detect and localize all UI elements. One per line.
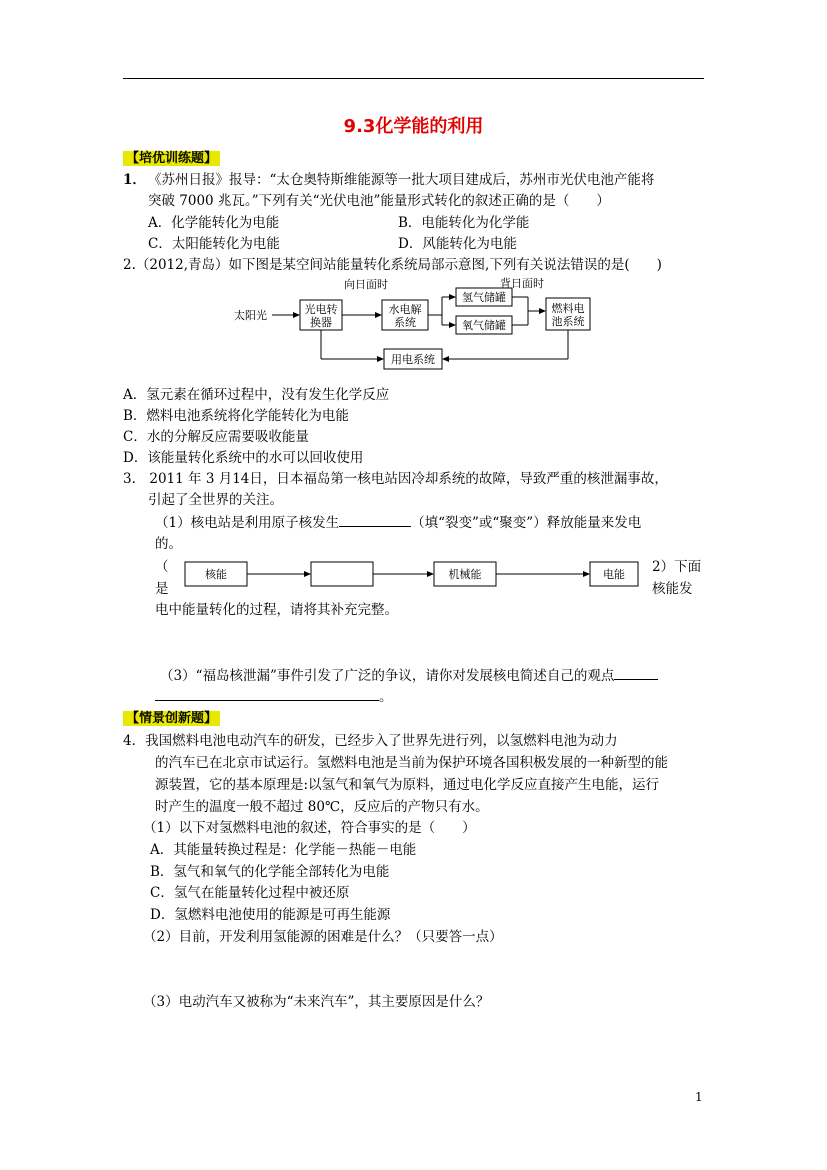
flow-label-nuclear: 核能 (205, 568, 227, 581)
q3-part2-right-1: 2）下面 (652, 559, 702, 575)
q4-sub3: （3）电动汽车又被称为“未来汽车”，其主要原因是什么？ (143, 994, 490, 1010)
energy-system-diagram (228, 274, 608, 374)
q3-part3-line2: 。 (155, 685, 393, 705)
q1-line1: 《苏州日报》报导：“太仓奥特斯维能源等一批大项目建成后，苏州市光伏电池产能将 (148, 172, 655, 188)
q3-part1-blank[interactable] (339, 513, 411, 527)
section-label-scenario: 【情景创新题】 (123, 707, 220, 726)
label-night-side: 背日面时 (500, 277, 544, 290)
power-use-label: 用电系统 (391, 353, 435, 366)
fuel-cell-label-1: 燃料电 (551, 302, 585, 315)
q4-option-a: A．其能量转换过程是：化学能－热能－电能 (150, 842, 417, 858)
q4-line2: 的汽车已在北京市试运行。氢燃料电池是当前为保护环境各国积极发展的一种新型的能 (155, 755, 668, 771)
q3-line2: 引起了全世界的关注。 (148, 492, 283, 508)
q4-line3: 源装置，它的基本原理是:以氢气和氧气为原料，通过电化学反应直接产生电能，运行 (155, 777, 660, 793)
q2-option-b: B．燃料电池系统将化学能转化为电能 (123, 408, 349, 424)
q4-option-c: C．氢气在能量转化过程中被还原 (150, 885, 350, 901)
q3-part1-end: 的。 (155, 536, 182, 552)
flow-box-blank[interactable] (311, 562, 373, 586)
q1-number: 1． (123, 172, 146, 188)
electrolysis-label-2: 系统 (394, 316, 416, 329)
electrolysis-label-1: 水电解 (388, 303, 422, 316)
q4-option-d: D．氢燃料电池使用的能源是可再生能源 (150, 907, 391, 923)
q1-option-b: B．电能转化为化学能 (398, 215, 530, 231)
q1-option-d: D．风能转化为电能 (398, 236, 517, 252)
page-number: 1 (695, 1090, 703, 1104)
flow-label-mechanical: 机械能 (448, 568, 482, 581)
page-title: 9.3化学能的利用 (343, 116, 484, 137)
fuel-cell-label-2: 池系统 (551, 315, 585, 328)
q4-line4: 时产生的温度一般不超过 80℃，反应后的产物只有水。 (155, 799, 489, 815)
q3-part3: （3）“福岛核泄漏”事件引发了广泛的争议，请你对发展核电简述自己的观点 (160, 664, 658, 684)
q3-part2-right-2: 核能发 (652, 581, 693, 597)
label-sunlight: 太阳光 (234, 309, 267, 322)
pv-converter-label-1: 光电转 (304, 303, 338, 316)
hydrogen-tank-label: 氢气储罐 (462, 291, 506, 304)
flow-label-electric: 电能 (603, 568, 625, 581)
q4-sub1: （1）以下对氢燃料电池的叙述，符合事实的是（ ） (143, 820, 476, 836)
q1-line2: 突破 7000 兆瓦。”下列有关“光伏电池”能量形式转化的叙述正确的是（ ） (148, 193, 610, 209)
q3-part3-blank-1[interactable] (614, 666, 658, 680)
q2-option-d: D．该能量转化系统中的水可以回收使用 (123, 450, 364, 466)
q2-option-c: C．水的分解反应需要吸收能量 (123, 429, 309, 445)
q3-part2-shi: 是 (155, 581, 169, 597)
q4-line1: 4．我国燃料电池电动汽车的研发，已经步入了世界先进行列，以氢燃料电池为动力 (123, 733, 618, 749)
q4-sub2: （2）目前，开发利用氢能源的困难是什么？（只要答一点） (143, 929, 503, 945)
pv-converter-label-2: 换器 (310, 316, 332, 329)
q3-part2-tail: 电中能量转化的过程，请将其补充完整。 (155, 602, 398, 618)
section-label-training: 【培优训练题】 (123, 147, 220, 166)
q1-option-c: C．太阳能转化为电能 (148, 236, 280, 252)
q4-option-b: B．氢气和氧气的化学能全部转化为电能 (150, 864, 390, 880)
q3-part1: （1）核电站是利用原子核发生 （填“裂变”或“聚变”）释放能量来发电 (155, 515, 642, 531)
label-day-side: 向日面时 (344, 278, 388, 291)
oxygen-tank-label: 氧气储罐 (462, 319, 506, 332)
q1-option-a: A．化学能转化为电能 (148, 215, 280, 231)
q2-option-a: A．氢元素在循环过程中，没有发生化学反应 (123, 387, 390, 403)
q3-line1: 3. 2011 年 3 月14日，日本福岛第一核电站因冷却系统的故障，导致严重的核泄漏事故， (123, 471, 668, 487)
header-rule (123, 78, 704, 79)
q3-part2-paren: （ (155, 559, 169, 575)
q2-stem: 2.（2012,青岛）如下图是某空间站能量转化系统局部示意图,下列有关说法错误的是( ) (123, 257, 662, 273)
q3-part3-blank-2[interactable] (155, 687, 379, 701)
energy-flow-chart (184, 559, 644, 591)
